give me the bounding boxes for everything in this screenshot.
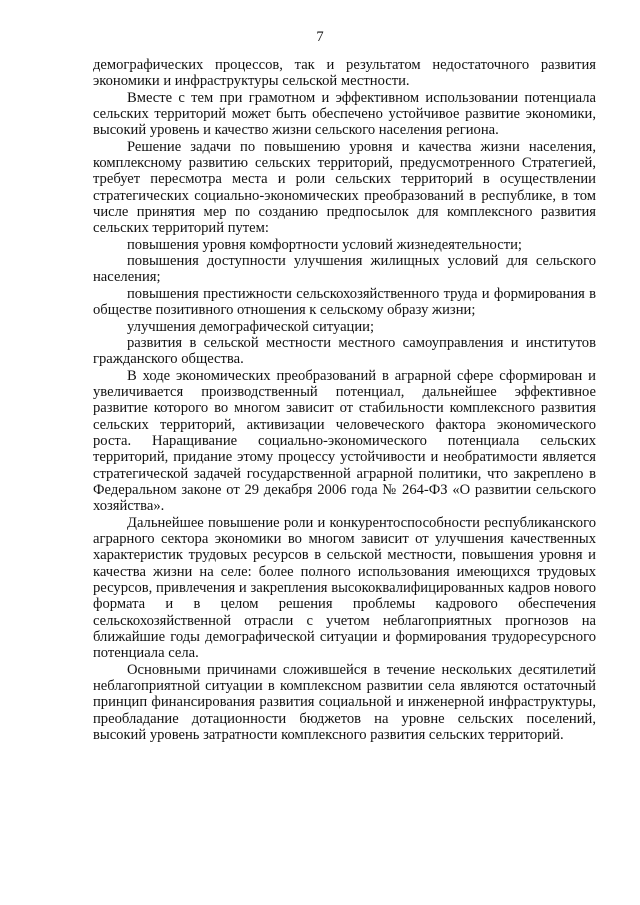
paragraph-strategy: Решение задачи по повышению уровня и качества жизни населения, комплексному развитию сельских территорий, предусмотренного Стратегией, требует пересмотра места и роли сельских территорий в осуществлении стратегических социально-экономических преобразований в республике, в том числе принятия мер по созданию предпосылок для комплексного развития сельских территорий путем: (93, 138, 596, 237)
paragraph-continuation: демографических процессов, так и результатом недостаточного развития экономики и инфраструктуры сельской местности. (93, 57, 596, 90)
page-number: 7 (316, 29, 324, 45)
paragraph-potential: Вместе с тем при грамотном и эффективном использовании потенциала сельских территорий может быть обеспечено устойчивое развитие экономики, высокий уровень и качество жизни сельского населения региона. (93, 89, 596, 139)
measures-list (93, 237, 596, 368)
paragraph-main-reasons: Основными причинами сложившейся в течение нескольких десятилетий неблагоприятной ситуации в комплексном развитии села являются остаточный принцип финансирования развития социальной и инженерной инфраструктуры, преобладание дотационности бюджетов на уровне сельских поселений, высокий уровень затратности комплексного развития сельских территорий. (93, 661, 596, 744)
list-item: улучшения демографической ситуации; (127, 318, 375, 335)
document-body (93, 57, 596, 743)
paragraph-labor-resources: Дальнейшее повышение роли и конкурентоспособности республиканского аграрного сектора экономики во многом зависит от улучшения качественных характеристик трудовых ресурсов в сельской местности, повышения уровня и качества жизни на селе: более полного использования имеющихся трудовых ресурсов, привлечения и закрепления высококвалифицированных кадров нового формата и в целом решения проблемы кадрового обеспечения сельскохозяйственной отрасли с учетом неблагоприятных прогнозов на ближайшие годы демографической ситуации и формирования трудоресурсного потенциала села. (93, 514, 596, 662)
list-item: повышения уровня комфортности условий жизнедеятельности; (127, 236, 522, 253)
paragraph-economic-transformations: В ходе экономических преобразований в аграрной сфере сформирован и увеличивается производственный потенциал, дальнейшее эффективное развитие которого во многом зависит от стабильности комплексного развития сельских территорий, активизации человеческого фактора экономического роста. Наращивание социально-экономического потенциала сельских территорий, придание этому процессу устойчивости и необратимости является стратегической задачей государственной аграрной политики, что закреплено в Федеральном законе от 29 декабря 2006 года № 264-ФЗ «О развитии сельского хозяйства». (93, 367, 596, 515)
list-item: развития в сельской местности местного самоуправления и институтов гражданского общества. (93, 334, 596, 368)
list-item: повышения престижности сельскохозяйственного труда и формирования в обществе позитивного отношения к сельскому образу жизни; (93, 285, 596, 319)
list-item: повышения доступности улучшения жилищных условий для сельского населения; (93, 253, 596, 286)
